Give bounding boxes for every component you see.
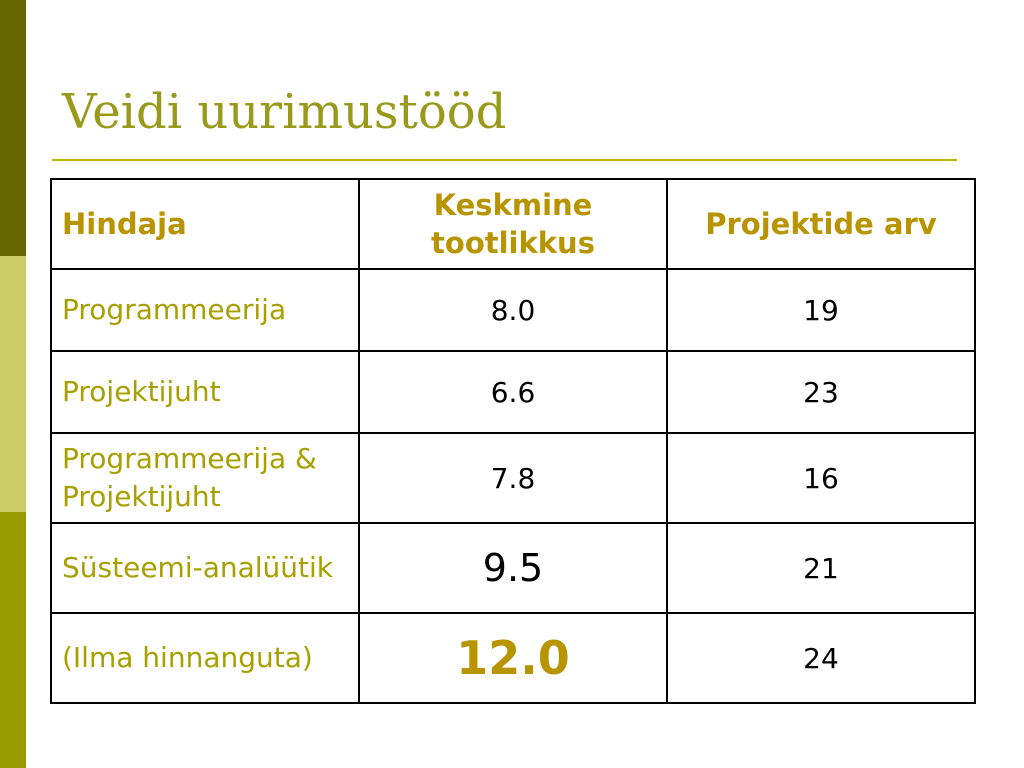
header-project-count: Projektide arv bbox=[667, 179, 975, 269]
assessor-cell: Programmeerija bbox=[51, 269, 359, 351]
sidebar-band-middle bbox=[0, 256, 26, 512]
table-row bbox=[51, 269, 975, 351]
project-count-cell: 24 bbox=[667, 613, 975, 703]
table-row bbox=[51, 351, 975, 433]
productivity-cell: 6.6 bbox=[359, 351, 667, 433]
slide-title: Veidi uurimustööd bbox=[62, 84, 507, 140]
productivity-cell-highlight: 12.0 bbox=[359, 613, 667, 703]
project-count-cell: 21 bbox=[667, 523, 975, 613]
project-count-cell: 23 bbox=[667, 351, 975, 433]
title-underline bbox=[52, 159, 957, 161]
table-header-row bbox=[51, 179, 975, 269]
header-assessor: Hindaja bbox=[51, 179, 359, 269]
sidebar-band-bottom bbox=[0, 512, 26, 768]
sidebar-band-top bbox=[0, 0, 26, 256]
assessor-cell: Programmeerija & Projektijuht bbox=[51, 433, 359, 523]
productivity-cell: 9.5 bbox=[359, 523, 667, 613]
project-count-cell: 16 bbox=[667, 433, 975, 523]
productivity-cell: 8.0 bbox=[359, 269, 667, 351]
table-row bbox=[51, 433, 975, 523]
productivity-table bbox=[50, 178, 976, 704]
table-row bbox=[51, 613, 975, 703]
assessor-cell: Süsteemi-analüütik bbox=[51, 523, 359, 613]
header-avg-productivity: Keskmine tootlikkus bbox=[359, 179, 667, 269]
table-row bbox=[51, 523, 975, 613]
assessor-cell: (Ilma hinnanguta) bbox=[51, 613, 359, 703]
productivity-cell: 7.8 bbox=[359, 433, 667, 523]
assessor-cell: Projektijuht bbox=[51, 351, 359, 433]
project-count-cell: 19 bbox=[667, 269, 975, 351]
